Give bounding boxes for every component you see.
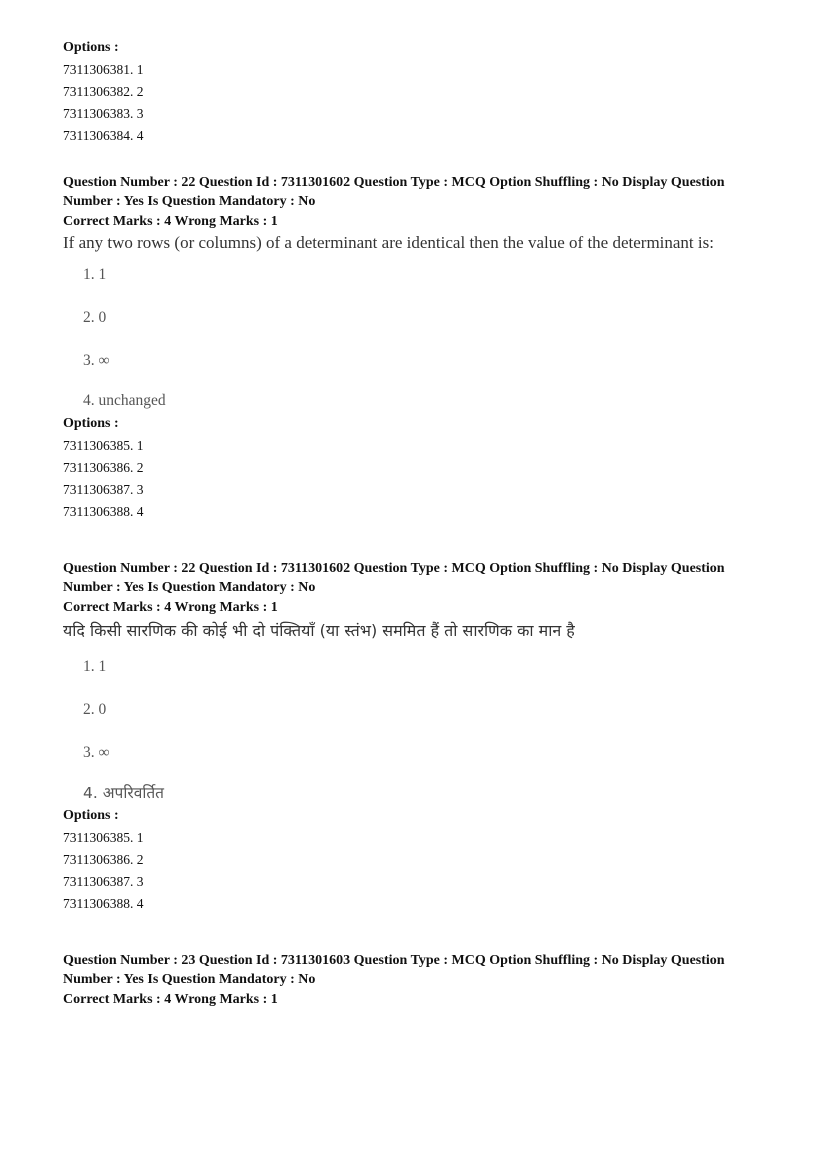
options-label: Options :: [63, 416, 119, 431]
question-header-line2: Number : Yes Is Question Mandatory : No: [63, 580, 316, 595]
question-marks: Correct Marks : 4 Wrong Marks : 1: [63, 214, 278, 229]
option-id-line: 7311306384. 4: [63, 128, 144, 143]
question-header-line1: Question Number : 22 Question Id : 7311301602 Question Type : MCQ Option Shuffling : No Display Question: [63, 175, 725, 190]
options-label: Options :: [63, 40, 119, 55]
question-marks: Correct Marks : 4 Wrong Marks : 1: [63, 992, 278, 1007]
question-header-line2: Number : Yes Is Question Mandatory : No: [63, 194, 316, 209]
question-block-23: [63, 952, 783, 1008]
choice-item: 4. unchanged: [83, 392, 166, 409]
question-header-line1: Question Number : 22 Question Id : 7311301602 Question Type : MCQ Option Shuffling : No Display Question: [63, 561, 725, 576]
option-id-line: 7311306386. 2: [63, 460, 144, 475]
option-id-line: 7311306386. 2: [63, 852, 144, 867]
choice-item: 1. 1: [83, 266, 107, 283]
choice-item: 3. ∞: [83, 352, 110, 369]
option-id-line: 7311306383. 3: [63, 106, 144, 121]
option-id-line: 7311306385. 1: [63, 438, 144, 453]
choice-item: 2. 0: [83, 309, 107, 326]
choice-list: [63, 652, 783, 805]
option-id-line: 7311306387. 3: [63, 482, 144, 497]
question-text: यदि किसी सारणिक की कोई भी दो पंक्तियाँ (या स्तंभ) सममित हैं तो सारणिक का मान है: [63, 621, 575, 640]
option-id-line: 7311306381. 1: [63, 62, 144, 77]
options-block-previous: [63, 39, 783, 147]
choice-item: 2. 0: [83, 701, 107, 718]
question-header-line1: Question Number : 23 Question Id : 7311301603 Question Type : MCQ Option Shuffling : No Display Question: [63, 953, 725, 968]
question-block-22-hi: [63, 560, 783, 915]
question-text: If any two rows (or columns) of a determinant are identical then the value of the determinant is:: [63, 233, 714, 252]
choice-item: 1. 1: [83, 658, 107, 675]
options-label: Options :: [63, 808, 119, 823]
option-id-line: 7311306385. 1: [63, 830, 144, 845]
question-header-line2: Number : Yes Is Question Mandatory : No: [63, 972, 316, 987]
option-id-line: 7311306387. 3: [63, 874, 144, 889]
choice-item: 4. अपरिवर्तित: [83, 784, 165, 802]
question-block-22-en: [63, 174, 783, 523]
question-marks: Correct Marks : 4 Wrong Marks : 1: [63, 600, 278, 615]
option-id-line: 7311306388. 4: [63, 896, 144, 911]
option-id-line: 7311306388. 4: [63, 504, 144, 519]
choice-list: [63, 260, 783, 413]
choice-item: 3. ∞: [83, 744, 110, 761]
option-id-line: 7311306382. 2: [63, 84, 144, 99]
